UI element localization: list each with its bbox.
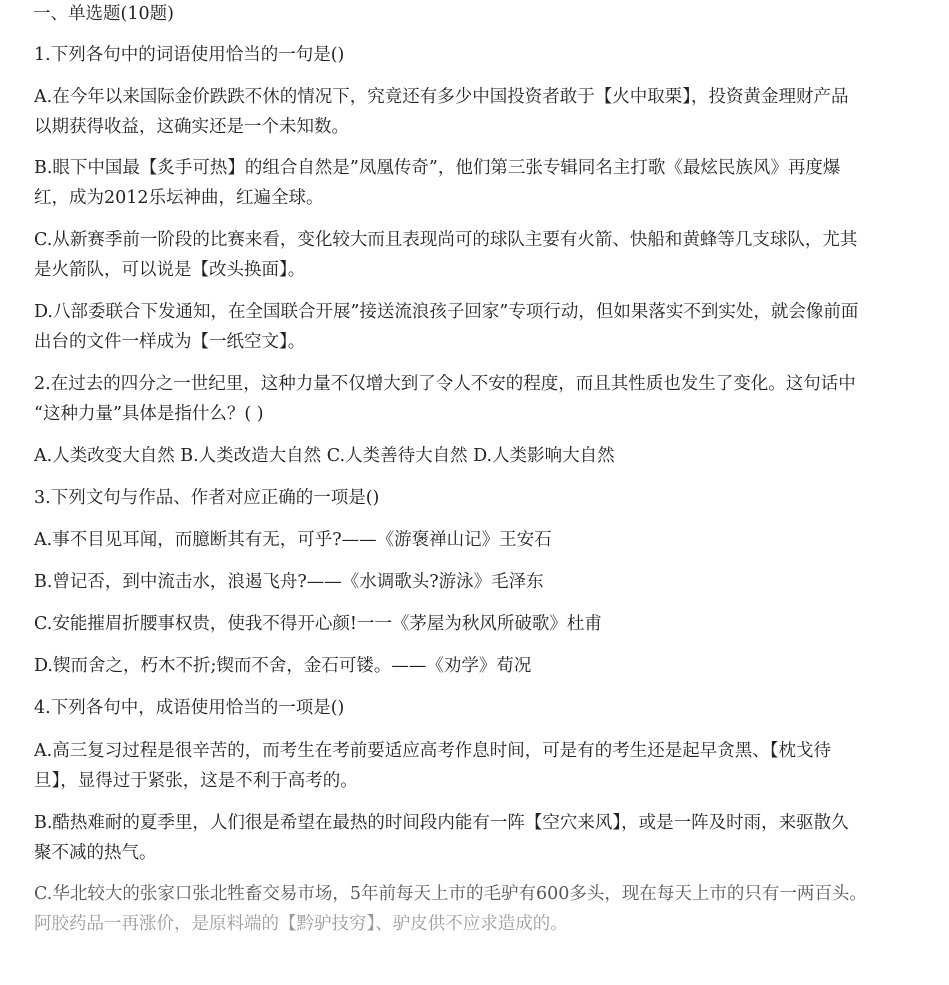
question-4-option-b-line-2: 聚不减的热气。 [34, 843, 157, 863]
question-2-stem-line-2: “这种力量”具体是指什么？( ) [34, 404, 264, 424]
question-2-stem-line-1: 2.在过去的四分之一世纪里，这种力量不仅增大到了令人不安的程度，而且其性质也发生了变化。这句话中 [34, 374, 856, 394]
question-4-option-a-line-1: A.高三复习过程是很辛苦的，而考生在考前要适应高考作息时间，可是有的考生还是起早贪黑、【枕戈待 [34, 741, 831, 761]
section-title: 一、单选题(10题) [33, 4, 174, 24]
question-1-option-b-line-1: B.眼下中国最【炙手可热】的组合自然是”凤凰传奇”，他们第三张专辑同名主打歌《最炫民族风》再度爆 [34, 158, 841, 178]
question-3-stem: 3.下列文句与作品、作者对应正确的一项是() [34, 488, 380, 508]
question-4-option-c-line-1: C.华北较大的张家口张北牲畜交易市场，5年前每天上市的毛驴有600多头，现在每天上市的只有一两百头。 [34, 884, 867, 904]
question-1-option-a-line-2: 以期获得收益，这确实还是一个未知数。 [34, 117, 349, 137]
question-4-option-a-line-2: 旦】，显得过于紧张，这是不利于高考的。 [34, 771, 358, 791]
question-1-option-c-line-2: 是火箭队，可以说是【改头换面】。 [34, 260, 306, 280]
question-1-option-b-line-2: 红，成为2012乐坛神曲，红遍全球。 [34, 188, 324, 208]
question-3-option-c: C.安能摧眉折腰事权贵，使我不得开心颜!一一《茅屋为秋风所破歌》杜甫 [34, 614, 602, 634]
question-2-options: A.人类改变大自然 B.人类改造大自然 C.人类善待大自然 D.人类影响大自然 [34, 446, 615, 466]
question-3-option-b: B.曾记否，到中流击水，浪遏飞舟?——《水调歌头?游泳》毛泽东 [34, 572, 544, 592]
question-1-stem: 1.下列各句中的词语使用恰当的一句是() [34, 45, 345, 65]
question-4-option-c-line-2: 阿胶药品一再涨价，是原料端的【黔驴技穷】、驴皮供不应求造成的。 [34, 914, 568, 934]
question-1-option-d-line-1: D.八部委联合下发通知，在全国联合开展”接送流浪孩子回家”专项行动，但如果落实不到实处，就会像前面 [34, 302, 859, 322]
question-3-option-d: D.锲而舍之，朽木不折;锲而不舍，金石可镂。——《劝学》荀况 [34, 656, 532, 676]
question-1-option-d-line-2: 出台的文件一样成为【一纸空文】。 [34, 332, 306, 352]
question-1-option-c-line-1: C.从新赛季前一阶段的比赛来看，变化较大而且表现尚可的球队主要有火箭、快船和黄蜂等几支球队，尤其 [34, 230, 858, 250]
question-4-stem: 4.下列各句中，成语使用恰当的一项是() [34, 698, 345, 718]
question-3-option-a: A.事不目见耳闻，而臆断其有无，可乎?——《游褒禅山记》王安石 [34, 530, 552, 550]
question-1-option-a-line-1: A.在今年以来国际金价跌跌不休的情况下，究竟还有多少中国投资者敢于【火中取栗】，投资黄金理财产品 [34, 87, 849, 107]
question-4-option-b-line-1: B.酷热难耐的夏季里，人们很是希望在最热的时间段内能有一阵【空穴来风】，或是一阵及时雨，来驱散久 [34, 813, 849, 833]
